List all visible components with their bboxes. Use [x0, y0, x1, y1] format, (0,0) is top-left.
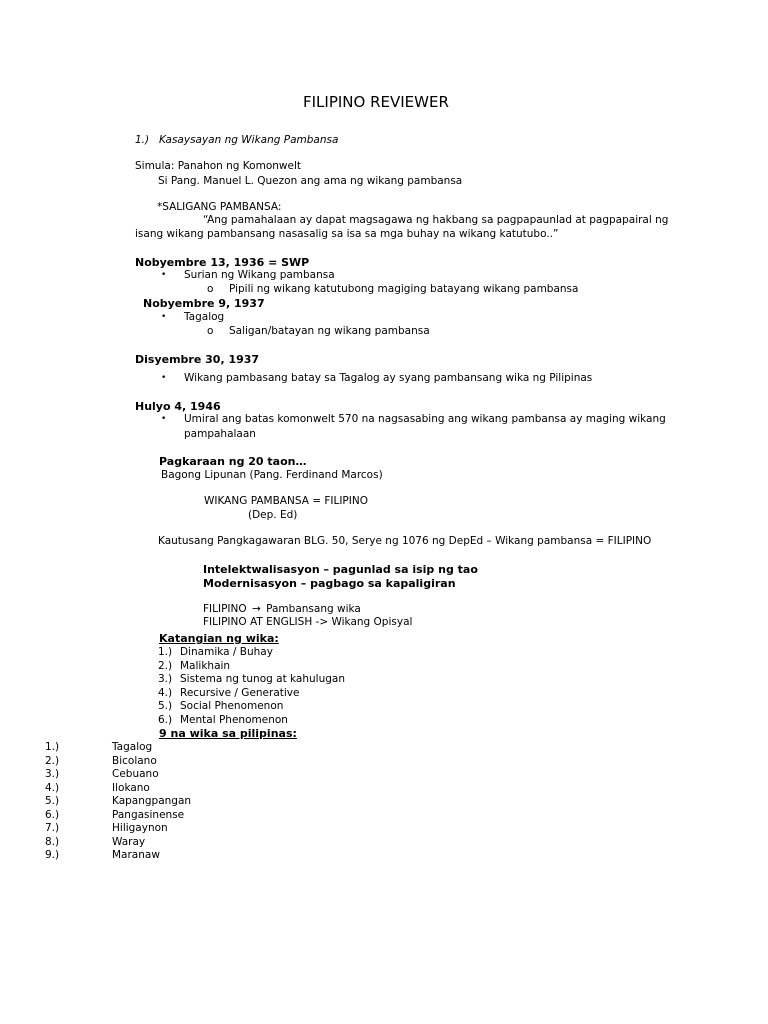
section-heading: Kasaysayan ng Wikang Pambansa — [159, 134, 339, 146]
item-number: 3.) — [158, 673, 173, 685]
saligang-quote-line1: “Ang pamahalaan ay dapat magsagawa ng hakbang sa pagpapaunlad at pagpapairal ng — [203, 214, 669, 226]
item-number: 4.) — [158, 686, 173, 699]
item-text: Tagalog — [112, 741, 153, 753]
kautusan-line: Kautusang Pangkagawaran BLG. 50, Serye ng 1076 ng DepEd – Wikang pambansa = FILIPINO — [158, 535, 652, 547]
bullet-icon: • — [161, 414, 167, 424]
list-item — [158, 714, 345, 728]
pambansang-wika-label: Pambansang wika — [266, 603, 361, 615]
wikang-pambansa-filipino: WIKANG PAMBANSA = FILIPINO — [204, 495, 368, 507]
dec-1937-heading: Disyembre 30, 1937 — [135, 353, 260, 366]
jul-1946-bullet-line2: pampahalaan — [184, 428, 256, 440]
list-item — [158, 660, 345, 674]
nov-1936-bullet: Surian ng Wikang pambansa — [184, 269, 335, 281]
wika-9-heading: 9 na wika sa pilipinas: — [159, 727, 297, 740]
bullet-icon: • — [161, 312, 167, 322]
list-item — [45, 755, 191, 769]
nov-1937-heading: Nobyembre 9, 1937 — [143, 297, 265, 310]
nov-1936-sub: Pipili ng wikang katutubong magiging batayang wikang pambansa — [229, 283, 579, 295]
item-text: Sistema ng tunog at kahulugan — [180, 673, 345, 685]
list-item — [158, 673, 345, 687]
item-text: Ilokano — [112, 781, 150, 794]
saligang-label: *SALIGANG PAMBANSA: — [157, 201, 282, 213]
list-item — [45, 795, 191, 809]
filipino-pambansang-wika — [203, 603, 361, 617]
item-number: 8.) — [45, 835, 60, 848]
intelektwalisasyon: Intelektwalisasyon – pagunlad sa isip ng tao — [203, 563, 478, 576]
quezon-line: Si Pang. Manuel L. Quezon ang ama ng wikang pambansa — [158, 175, 463, 187]
item-text: Recursive / Generative — [180, 686, 300, 699]
item-number: 6.) — [45, 808, 60, 821]
list-item — [45, 836, 191, 850]
wika-9-list — [45, 741, 191, 863]
item-text: Malikhain — [180, 659, 231, 672]
item-number: 4.) — [45, 781, 60, 794]
list-item — [158, 700, 345, 714]
bagong-lipunan: Bagong Lipunan (Pang. Ferdinand Marcos) — [161, 469, 383, 481]
list-item — [158, 646, 345, 660]
item-text: Dinamika / Buhay — [180, 646, 273, 658]
item-number: 1.) — [158, 646, 173, 658]
section-number: 1.) — [135, 134, 150, 146]
filipino-label: FILIPINO — [203, 603, 247, 615]
page-title: FILIPINO REVIEWER — [303, 93, 449, 111]
item-number: 7.) — [45, 822, 60, 834]
dec-1937-bullet: Wikang pambasang batay sa Tagalog ay syang pambansang wika ng Pilipinas — [184, 372, 593, 384]
item-text: Maranaw — [112, 849, 160, 861]
item-number: 5.) — [45, 795, 60, 807]
filipino-english-line: FILIPINO AT ENGLISH -> Wikang Opisyal — [203, 616, 413, 628]
list-item — [45, 768, 191, 782]
saligang-quote-line2: isang wikang pambansang nasasalig sa isa sa mga buhay na wikang katutubo..” — [135, 228, 559, 240]
nov-1937-bullet: Tagalog — [184, 311, 225, 323]
nov-1936-heading: Nobyembre 13, 1936 = SWP — [135, 256, 310, 269]
bullet-icon: • — [161, 373, 167, 383]
list-item — [158, 687, 345, 701]
item-number: 9.) — [45, 849, 60, 861]
item-text: Social Phenomenon — [180, 700, 284, 712]
item-text: Kapangpangan — [112, 795, 192, 807]
arrow-right-icon: → — [251, 603, 261, 615]
sub-bullet-icon: o — [207, 325, 214, 337]
list-item — [45, 809, 191, 823]
item-number: 6.) — [158, 713, 173, 726]
item-text: Hiligaynon — [112, 822, 168, 834]
item-number: 2.) — [158, 659, 173, 672]
pagkaraan-heading: Pagkaraan ng 20 taon… — [159, 455, 307, 468]
item-text: Mental Phenomenon — [180, 713, 288, 726]
item-text: Pangasinense — [112, 808, 185, 821]
list-item — [45, 849, 191, 863]
list-item — [45, 822, 191, 836]
modernisasyon: Modernisasyon – pagbago sa kapaligiran — [203, 577, 456, 590]
item-number: 1.) — [45, 741, 60, 753]
item-number: 5.) — [158, 700, 173, 712]
katangian-list — [158, 646, 345, 727]
jul-1946-heading: Hulyo 4, 1946 — [135, 400, 221, 413]
item-text: Cebuano — [112, 768, 159, 780]
item-text: Bicolano — [112, 754, 157, 767]
list-item — [45, 782, 191, 796]
bullet-icon: • — [161, 270, 167, 280]
nov-1937-sub: Saligan/batayan ng wikang pambansa — [229, 325, 430, 337]
dep-ed: (Dep. Ed) — [248, 509, 298, 521]
item-number: 3.) — [45, 768, 60, 780]
katangian-heading: Katangian ng wika: — [159, 632, 279, 645]
sub-bullet-icon: o — [207, 283, 214, 295]
jul-1946-bullet-line1: Umiral ang batas komonwelt 570 na nagsasabing ang wikang pambansa ay maging wikang — [184, 413, 666, 425]
item-number: 2.) — [45, 754, 60, 767]
item-text: Waray — [112, 835, 146, 848]
simula-line: Simula: Panahon ng Komonwelt — [135, 160, 301, 172]
list-item — [45, 741, 191, 755]
